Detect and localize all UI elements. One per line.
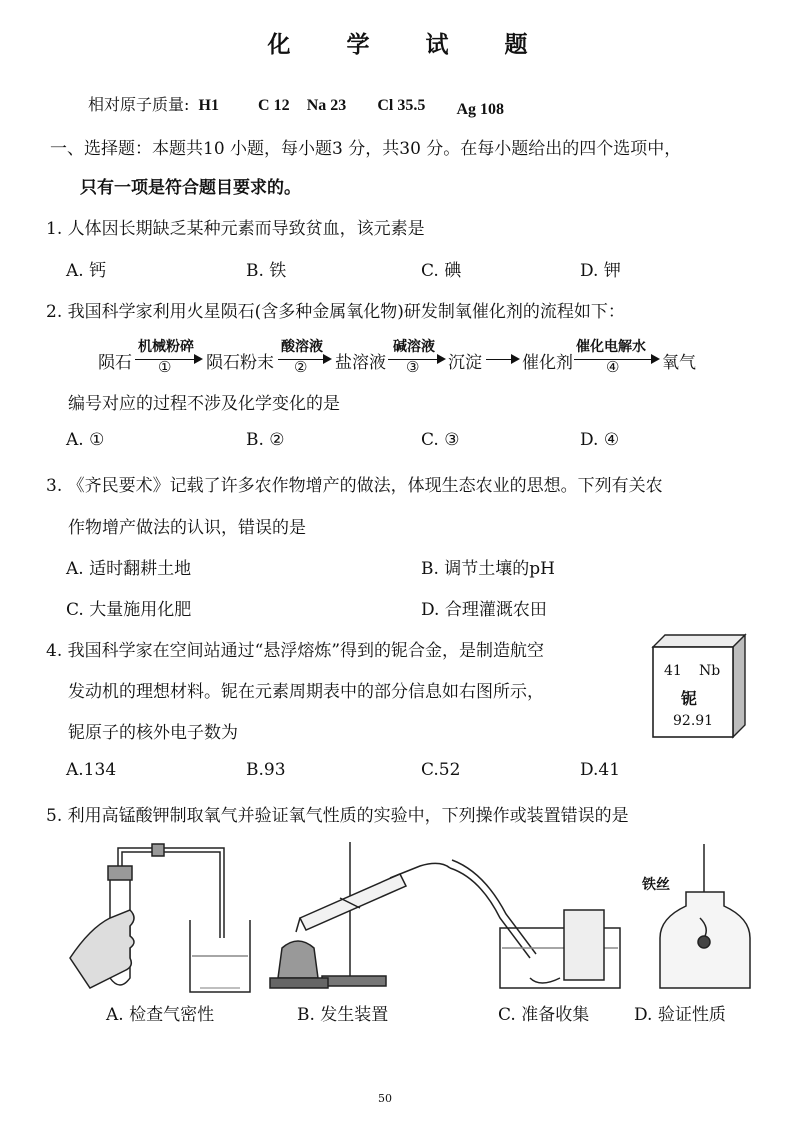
q3-option-c: C. 大量施用化肥 <box>66 600 192 620</box>
flow-label: 酸溶液 <box>281 339 323 355</box>
flow-label: 碱溶液 <box>393 339 435 355</box>
q4-option-b: B.93 <box>246 760 286 780</box>
flow-node: 陨石粉末 <box>206 353 274 373</box>
mass-cl: Cl 35.5 <box>377 97 426 114</box>
mass-h: H1 <box>198 97 219 114</box>
q1-option-a: A. 钙 <box>66 261 107 281</box>
property-verification-apparatus-icon <box>660 844 750 988</box>
q3-option-d: D. 合理灌溉农田 <box>421 600 547 620</box>
q3-stem: 3. 《齐民要术》记载了许多农作物增产的做法，体现生态农业的思想。下列有关农 <box>46 476 663 496</box>
q4-stem-2: 发动机的理想材料。铌在元素周期表中的部分信息如右图所示， <box>68 682 544 702</box>
q4-stem-3: 铌原子的核外电子数为 <box>68 723 238 743</box>
apparatus-caption-d: D. 验证性质 <box>634 1005 726 1025</box>
element-name: 铌 <box>681 689 698 708</box>
q1-stem: 1. 人体因长期缺乏某种元素而导致贫血，该元素是 <box>46 219 425 239</box>
gas-collection-apparatus-icon <box>450 860 620 988</box>
q1-option-c: C. 碘 <box>421 261 462 281</box>
flow-node: 陨石 <box>98 353 132 373</box>
flow-node: 盐溶液 <box>335 353 386 373</box>
flow-node: 氧气 <box>662 353 696 373</box>
iron-wire-label: 铁丝 <box>642 877 670 893</box>
flow-step-num: ② <box>294 358 308 376</box>
page-number: 50 <box>378 1092 392 1105</box>
flow-step-num: ③ <box>406 358 420 376</box>
q4-option-d: D.41 <box>580 760 621 780</box>
q4-option-a: A.134 <box>66 760 117 780</box>
flow-step-num: ④ <box>606 358 620 376</box>
flow-arrow <box>486 359 518 360</box>
atomic-masses-label: 相对原子质量: <box>88 95 190 114</box>
q4-stem: 4. 我国科学家在空间站通过“悬浮熔炼”得到的铌合金，是制造航空 <box>46 641 545 661</box>
mass-na: Na 23 <box>306 97 347 114</box>
q2-option-b: B. ② <box>246 430 285 450</box>
q2-stem: 2. 我国科学家利用火星陨石(含多种金属氧化物)研发制氧催化剂的流程如下： <box>46 302 625 322</box>
flow-step-num: ① <box>158 358 172 376</box>
q5-stem: 5. 利用高锰酸钾制取氧气并验证氧气性质的实验中，下列操作或装置错误的是 <box>46 806 629 826</box>
apparatus-illustrations <box>60 838 760 998</box>
page-title: 化 学 试 题 <box>267 31 552 58</box>
q2-option-c: C. ③ <box>421 430 460 450</box>
mass-c: C 12 <box>258 97 290 114</box>
apparatus-caption-b: B. 发生装置 <box>297 1005 389 1025</box>
element-mass: 92.91 <box>673 713 714 729</box>
element-number: 41 <box>664 663 682 679</box>
section-heading-cont: 只有一项是符合题目要求的。 <box>80 178 301 198</box>
q3-stem-2: 作物增产做法的认识，错误的是 <box>68 518 306 538</box>
flow-node: 催化剂 <box>522 353 573 373</box>
q2-stem-2: 编号对应的过程不涉及化学变化的是 <box>68 394 340 414</box>
flow-label: 机械粉碎 <box>138 339 194 355</box>
periodic-element-cell <box>651 633 747 739</box>
q1-option-b: B. 铁 <box>246 261 287 281</box>
q4-option-c: C.52 <box>421 760 461 780</box>
q2-option-a: A. ① <box>66 430 105 450</box>
apparatus-caption-a: A. 检查气密性 <box>106 1005 215 1025</box>
element-symbol: Nb <box>699 663 721 679</box>
q1-option-d: D. 钾 <box>580 261 621 281</box>
q2-option-d: D. ④ <box>580 430 620 450</box>
flow-label: 催化电解水 <box>576 339 646 355</box>
section-heading: 一、选择题：本题共10 小题，每小题3 分，共30 分。在每小题给出的四个选项中， <box>50 139 682 159</box>
q3-option-a: A. 适时翻耕土地 <box>66 559 192 579</box>
mass-ag: Ag 108 <box>456 101 505 118</box>
apparatus-caption-c: C. 准备收集 <box>498 1005 590 1025</box>
process-flow <box>98 336 698 382</box>
q3-option-b: B. 调节土壤的pH <box>421 559 556 579</box>
airtightness-check-icon <box>70 844 250 992</box>
gas-generation-apparatus-icon <box>270 842 450 988</box>
atomic-masses <box>88 92 505 118</box>
flow-node: 沉淀 <box>448 353 482 373</box>
